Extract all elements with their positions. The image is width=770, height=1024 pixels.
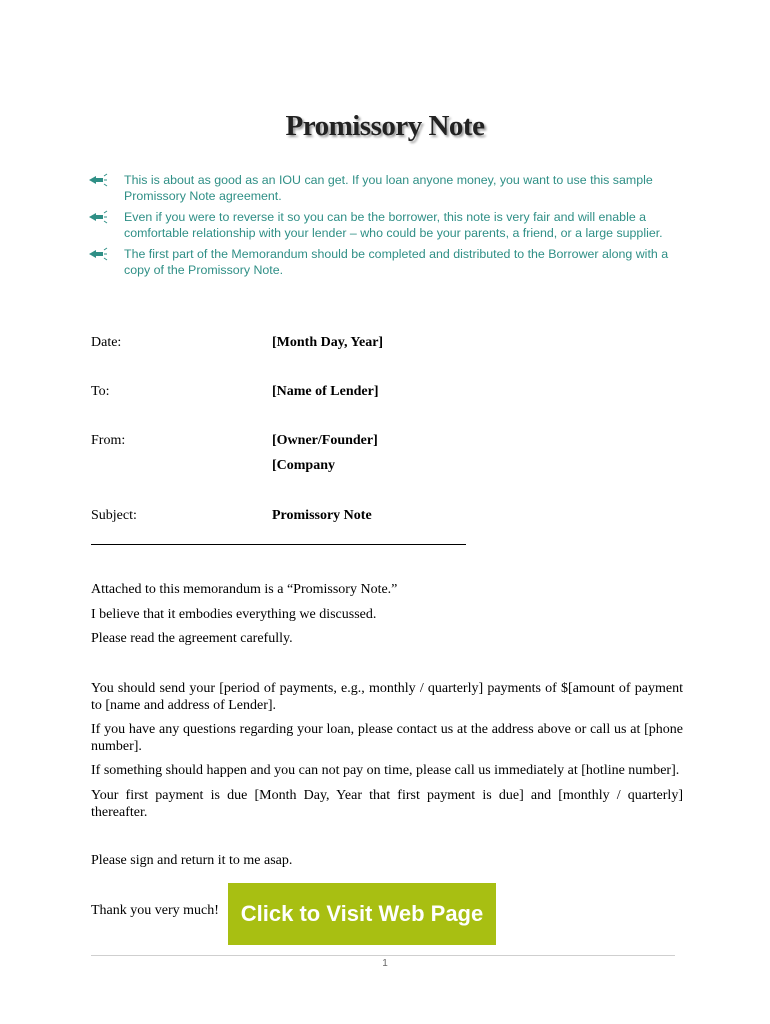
- tips-list: [88, 173, 688, 284]
- footer-divider: [91, 955, 675, 956]
- tip-item: [88, 210, 688, 241]
- tip-text: Even if you were to reverse it so you can be the borrower, this note is very fair and will enable a comfortable relationship with your lender – who could be your parents, a friend, or a large supplier.: [124, 210, 663, 240]
- date-value: [Month Day, Year]: [272, 335, 384, 350]
- pointing-hand-icon: [88, 247, 108, 261]
- subject-value: Promissory Note: [272, 508, 372, 523]
- tip-item: [88, 247, 688, 278]
- closing-line: Thank you very much!: [91, 903, 219, 918]
- page-number: 1: [382, 958, 388, 969]
- body-paragraph: If something should happen and you can not pay on time, please call us immediately at [hotline number].: [91, 763, 680, 778]
- from-value-company: [Company: [272, 458, 336, 473]
- tip-text: The first part of the Memorandum should be completed and distributed to the Borrower along with a copy of the Promissory Note.: [124, 247, 669, 277]
- to-label: To:: [91, 384, 110, 399]
- document-title: Promissory Note: [285, 110, 485, 142]
- from-value-owner: [Owner/Founder]: [272, 433, 378, 448]
- body-paragraph: Please read the agreement carefully.: [91, 631, 293, 646]
- tip-item: [88, 173, 688, 204]
- pointing-hand-icon: [88, 210, 108, 224]
- body-paragraph: You should send your [period of payments, e.g., monthly / quarterly] payments of $[amount of payment to [name and address of Lender].: [91, 681, 683, 713]
- tip-text: This is about as good as an IOU can get. If you loan anyone money, you want to use this sample Promissory Note agreement.: [124, 173, 653, 203]
- subject-label: Subject:: [91, 508, 137, 523]
- memo-divider: [91, 544, 466, 545]
- pointing-hand-icon: [88, 173, 108, 187]
- from-label: From:: [91, 433, 126, 448]
- body-paragraph: If you have any questions regarding your loan, please contact us at the address above or call us at [phone number].: [91, 722, 683, 754]
- body-paragraph: I believe that it embodies everything we discussed.: [91, 607, 377, 622]
- to-value: [Name of Lender]: [272, 384, 379, 399]
- visit-web-page-button[interactable]: Click to Visit Web Page: [228, 883, 496, 945]
- body-paragraph: Please sign and return it to me asap.: [91, 853, 293, 868]
- body-paragraph: Attached to this memorandum is a “Promissory Note.”: [91, 582, 398, 597]
- date-label: Date:: [91, 335, 122, 350]
- body-paragraph: Your first payment is due [Month Day, Year that first payment is due] and [monthly / quarterly] thereafter.: [91, 788, 683, 820]
